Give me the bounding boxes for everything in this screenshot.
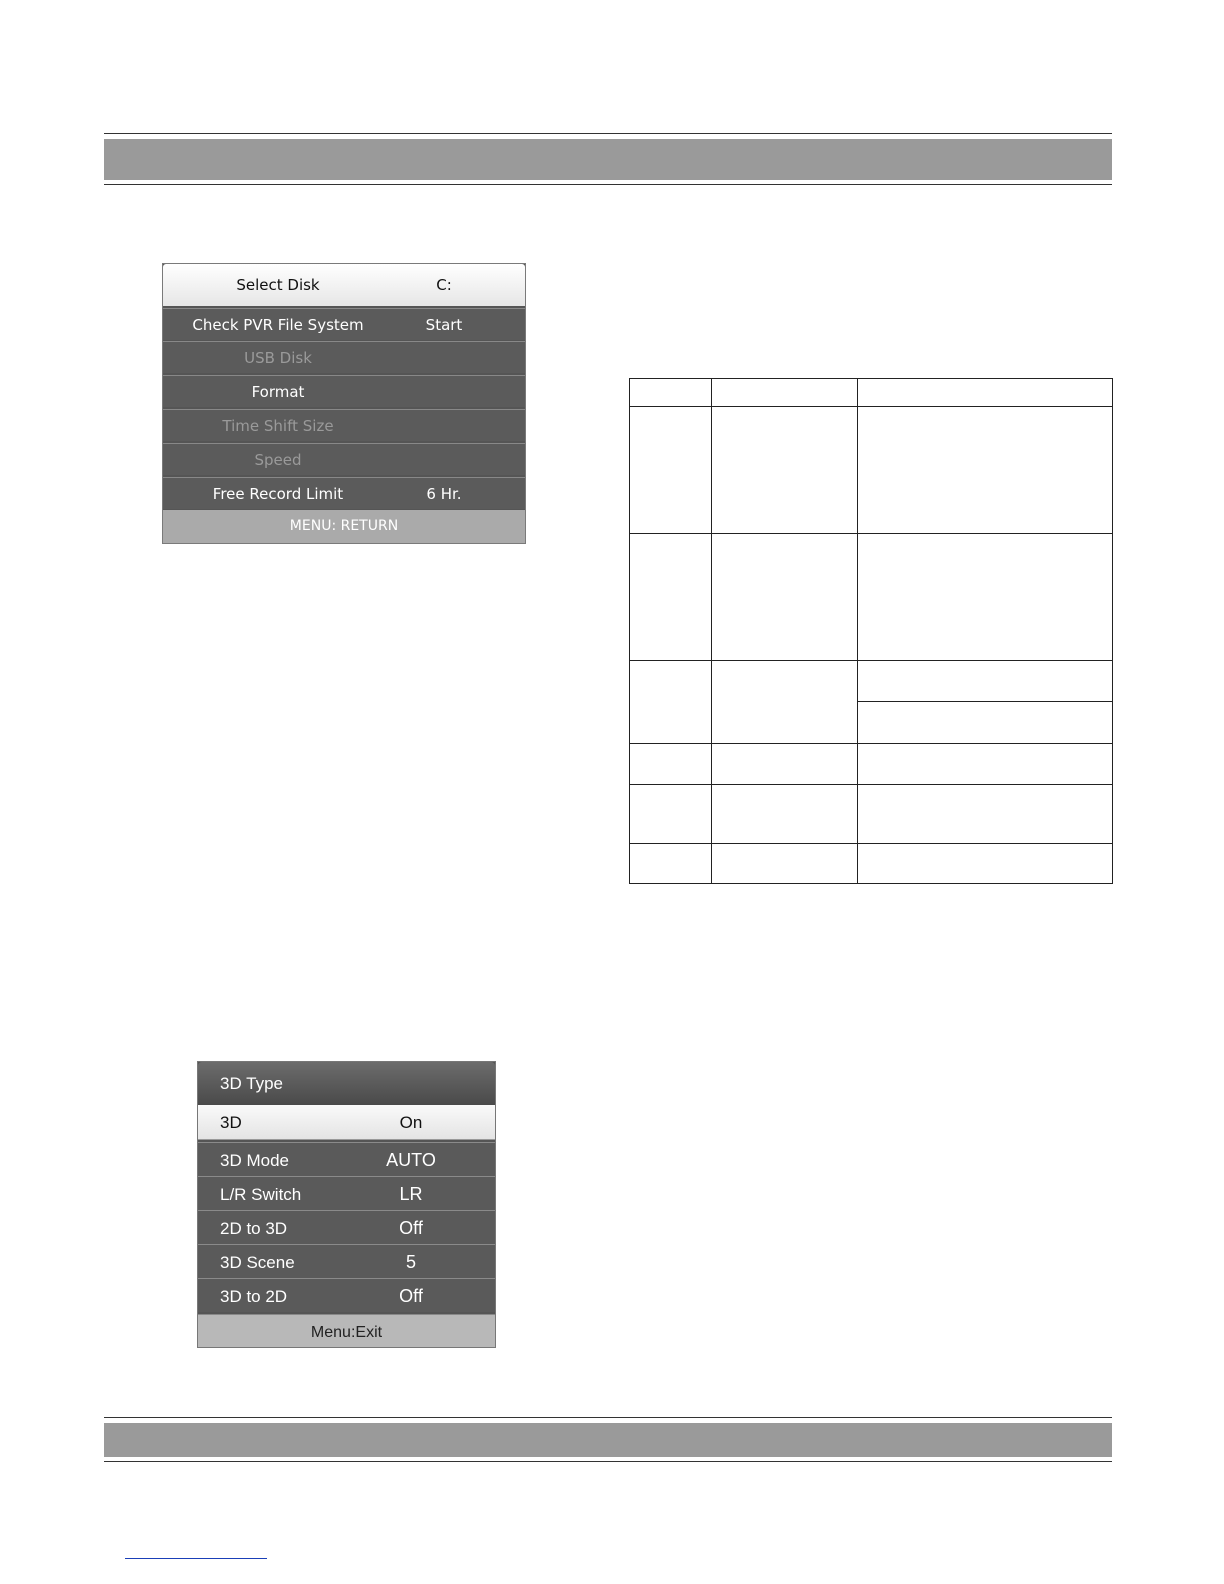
menu-item-label: Check PVR File System xyxy=(192,316,364,334)
table-col-divider xyxy=(857,379,858,883)
menu-item-speed xyxy=(163,443,525,475)
menu-item-format[interactable] xyxy=(163,375,525,407)
menu-item-label: USB Disk xyxy=(244,349,312,367)
menu-title: 3D Type xyxy=(220,1074,284,1093)
menu-item-time-shift-size xyxy=(163,409,525,441)
menu-item-label: 3D Mode xyxy=(220,1151,289,1170)
footnote-link-underline[interactable] xyxy=(125,1558,267,1559)
table-row-divider xyxy=(858,701,1112,702)
table-row-divider xyxy=(630,660,1112,661)
menu-item-check-pvr-file-system[interactable] xyxy=(163,308,525,340)
table-row-divider xyxy=(630,533,1112,534)
menu-item-label: Format xyxy=(251,383,305,401)
menu-item-value: 5 xyxy=(405,1252,416,1272)
menu-item-value: AUTO xyxy=(386,1150,436,1170)
menu-item-3d[interactable] xyxy=(198,1105,495,1140)
menu-title-bar xyxy=(198,1062,495,1105)
header-rule-bottom xyxy=(104,184,1112,185)
menu-item-value: 6 Hr. xyxy=(426,485,462,503)
table-row-divider xyxy=(630,843,1112,844)
3d-settings-menu xyxy=(197,1061,496,1348)
menu-item-label: Speed xyxy=(254,451,302,469)
menu-item-value: Start xyxy=(425,316,463,334)
footer-bar xyxy=(104,1423,1112,1457)
table-row-divider xyxy=(630,784,1112,785)
menu-item-3d-to-2d[interactable] xyxy=(198,1278,495,1312)
menu-item-label: Select Disk xyxy=(236,276,320,294)
menu-item-value: Off xyxy=(399,1286,423,1306)
menu-item-3d-scene[interactable] xyxy=(198,1244,495,1278)
menu-item-3d-mode[interactable] xyxy=(198,1142,495,1176)
menu-item-2d-to-3d[interactable] xyxy=(198,1210,495,1244)
header-rule-top xyxy=(104,133,1112,134)
menu-item-value: On xyxy=(399,1113,423,1132)
spec-table xyxy=(629,378,1113,884)
menu-item-label: L/R Switch xyxy=(220,1185,302,1204)
header-bar xyxy=(104,139,1112,180)
table-row-divider xyxy=(630,406,1112,407)
menu-footer-hint: Menu:Exit xyxy=(198,1314,495,1347)
menu-item-label: Time Shift Size xyxy=(222,417,334,435)
pvr-settings-menu xyxy=(162,263,526,544)
table-row-divider xyxy=(630,743,1112,744)
menu-item-label: Free Record Limit xyxy=(212,485,344,503)
menu-item-label: 3D xyxy=(220,1113,242,1132)
menu-item-label: 3D Scene xyxy=(220,1253,295,1272)
menu-footer-hint: MENU: RETURN xyxy=(163,510,525,543)
menu-item-label: 3D to 2D xyxy=(220,1287,288,1306)
menu-item-value: Off xyxy=(399,1218,423,1238)
menu-item-lr-switch[interactable] xyxy=(198,1176,495,1210)
menu-item-value: C: xyxy=(436,276,452,294)
menu-item-usb-disk xyxy=(163,341,525,373)
table-col-divider xyxy=(711,379,712,883)
menu-item-select-disk[interactable] xyxy=(163,264,525,306)
menu-item-free-record-limit[interactable] xyxy=(163,477,525,509)
footer-rule-bottom xyxy=(104,1461,1112,1462)
menu-item-label: 2D to 3D xyxy=(220,1219,288,1238)
footer-rule-top xyxy=(104,1417,1112,1418)
menu-item-value: LR xyxy=(399,1184,423,1204)
